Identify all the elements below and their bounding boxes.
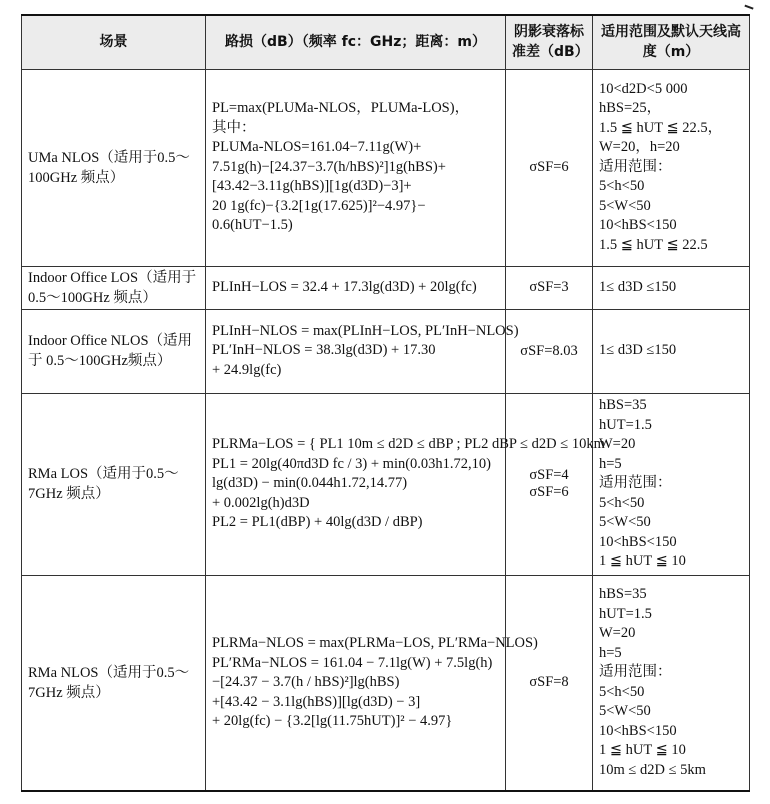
table-row bbox=[22, 309, 750, 393]
applicability-cell bbox=[593, 575, 750, 791]
header-applicability-line: 天线高度（m） bbox=[642, 24, 741, 61]
scenario-cell-line: UMa NLOS（适用于 bbox=[28, 149, 158, 166]
applicability-cell-line: 5<h<50 bbox=[599, 178, 645, 195]
scenario-cell-line: 用于 0.5～100GHz频点） bbox=[28, 333, 193, 369]
applicability-cell-line: W=20，h=20 bbox=[599, 139, 680, 156]
pathloss-cell-line: PL′InH−NLOS = 38.3lg(d3D) + 17.30 bbox=[212, 342, 436, 359]
header-pathloss-line: （频率 fc：GHz；距离：m） bbox=[301, 34, 486, 51]
applicability-cell-line: 5<h<50 bbox=[599, 683, 645, 700]
shadow-fading-cell-line: σSF=8.03 bbox=[520, 342, 578, 359]
applicability-cell-line: hBS=25， bbox=[599, 100, 662, 117]
shadow-fading-cell-line: σSF=4 bbox=[529, 467, 569, 483]
pathloss-cell-line: + 0.002lg(h)d3D bbox=[212, 494, 310, 511]
applicability-cell bbox=[593, 266, 750, 309]
scenario-cell-line: RMa LOS（适用于 bbox=[28, 466, 147, 482]
shadow-fading-cell-line: σSF=6 bbox=[529, 484, 569, 500]
header-pathloss-line: 路损（dB） bbox=[225, 34, 302, 51]
shadow-fading-cell-line: σSF=8 bbox=[529, 674, 569, 691]
scenario-cell-line: Indoor Office LOS（适用 bbox=[28, 269, 182, 286]
shadow-fading-cell-line: σSF=6 bbox=[529, 159, 569, 175]
pathloss-cell-line: PLRMa−NLOS = max(PLRMa−LOS, PL′RMa−NLOS) bbox=[212, 635, 538, 651]
scenario-cell bbox=[22, 393, 206, 575]
shadow-fading-cell bbox=[506, 575, 593, 791]
pathloss-cell-line: lg(d3D) − min(0.044h1.72,14.77) bbox=[212, 475, 408, 492]
applicability-cell-line: 适用范围： bbox=[599, 664, 672, 681]
shadow-fading-cell bbox=[506, 393, 593, 575]
applicability-cell-line: 10<hBS<150 bbox=[599, 533, 677, 550]
shadow-fading-cell-line: σSF=3 bbox=[529, 279, 569, 295]
pathloss-cell-line: PLUMa-NLOS=161.04−7.11g(W)+ bbox=[212, 139, 422, 156]
applicability-cell-line: 适用范围： bbox=[599, 158, 672, 175]
applicability-cell-line: 5<W<50 bbox=[599, 197, 651, 214]
applicability-cell-line: hUT=1.5 bbox=[599, 605, 652, 622]
applicability-cell-line: 适用范围： bbox=[599, 475, 672, 492]
page-corner-mark bbox=[743, 5, 753, 13]
applicability-cell-line: 10<hBS<150 bbox=[599, 217, 677, 234]
pathloss-cell-line: −[24.37 − 3.7(h / hBS)²]lg(hBS) bbox=[212, 674, 400, 690]
shadow-fading-cell bbox=[506, 309, 593, 393]
header-shadow-fading bbox=[506, 15, 593, 69]
scenario-cell bbox=[22, 266, 206, 309]
pathloss-cell-line: 0.6(hUT−1.5) bbox=[212, 217, 293, 234]
header-applicability-line: 适用范围及默认 bbox=[601, 24, 699, 41]
pathloss-cell bbox=[206, 69, 506, 266]
applicability-cell bbox=[593, 69, 750, 266]
pathloss-cell bbox=[206, 266, 506, 309]
applicability-cell-line: 10m ≤ d2D ≤ 5km bbox=[599, 761, 706, 778]
header-scenario-line: 场景 bbox=[99, 34, 128, 51]
applicability-cell-line: h=5 bbox=[599, 455, 622, 472]
pathloss-cell-line: PL1 = 20lg(40πd3D fc / 3) + min(0.03h1.72,10) bbox=[212, 455, 492, 472]
applicability-cell-line: 5<W<50 bbox=[599, 514, 651, 531]
applicability-cell-line: 1.5 ≦ hUT ≦ 22.5 bbox=[599, 236, 708, 253]
pathloss-cell-line: PLRMa−LOS = { PL1 10m ≤ d2D ≤ dBP ; PL2 dBP ≤ d2D ≤ 10km bbox=[212, 436, 605, 453]
scenario-cell bbox=[22, 575, 206, 791]
applicability-cell-line: 10<d2D<5 000 bbox=[599, 80, 688, 97]
applicability-cell-line: 1≤ d3D ≤150 bbox=[599, 278, 677, 295]
scenario-cell bbox=[22, 69, 206, 266]
pathloss-cell bbox=[206, 309, 519, 393]
shadow-fading-cell bbox=[506, 69, 593, 266]
pathloss-cell bbox=[206, 575, 538, 791]
applicability-cell-line: 1≤ d3D ≤150 bbox=[599, 342, 677, 359]
scenario-cell-line: 于 0.5～100GHz 频点） bbox=[28, 269, 197, 306]
pathloss-cell-line: PLInH−LOS = 32.4 + 17.3lg(d3D) + 20lg(fc) bbox=[212, 278, 477, 295]
pathloss-cell-line: + 24.9lg(fc) bbox=[212, 361, 282, 378]
pathloss-table bbox=[21, 14, 750, 792]
header-scenario bbox=[22, 15, 206, 69]
pathloss-cell-line: 其中： bbox=[212, 119, 256, 136]
scenario-cell-line: 0.5～7GHz 频点） bbox=[28, 664, 190, 701]
applicability-cell-line: hBS=35 bbox=[599, 397, 647, 414]
applicability-cell-line: W=20 bbox=[599, 625, 636, 642]
applicability-cell-line: hUT=1.5 bbox=[599, 416, 652, 433]
scenario-cell-line: 0.5～7GHz 频点） bbox=[28, 466, 179, 502]
table-row bbox=[22, 575, 750, 791]
scenario-cell-line: RMa NLOS（适用于 bbox=[28, 664, 157, 681]
pathloss-cell-line: PL′RMa−NLOS = 161.04 − 7.1lg(W) + 7.5lg(h) bbox=[212, 654, 493, 671]
scenario-cell bbox=[22, 309, 206, 393]
applicability-cell-line: W=20 bbox=[599, 436, 636, 453]
pathloss-cell-line: PL2 = PL1(dBP) + 40lg(d3D / dBP) bbox=[212, 514, 423, 531]
header-applicability bbox=[593, 15, 750, 69]
applicability-cell-line: 5<h<50 bbox=[599, 494, 645, 511]
scenario-cell-line: Indoor Office NLOS（适 bbox=[28, 333, 178, 349]
pathloss-cell-line: PLInH−NLOS = max(PLInH−LOS, PL′InH−NLOS) bbox=[212, 322, 519, 339]
shadow-fading-cell bbox=[506, 266, 593, 309]
pathloss-cell-line: [43.42−3.11g(hBS)][1g(d3D)−3]+ bbox=[212, 178, 412, 195]
pathloss-cell-line: 20 1g(fc)−{3.2[1g(17.625)]²−4.97}− bbox=[212, 197, 426, 214]
header-shadow-fading-line: 阴影衰落标 bbox=[514, 24, 584, 41]
scenario-cell-line: 0.5～100GHz 频点） bbox=[28, 149, 190, 186]
applicability-cell bbox=[593, 393, 750, 575]
applicability-cell-line: 1 ≦ hUT ≦ 10 bbox=[599, 553, 686, 570]
applicability-cell-line: 10<hBS<150 bbox=[599, 722, 677, 739]
header-pathloss bbox=[206, 15, 506, 69]
pathloss-cell-line: +[43.42 − 3.1lg(hBS)][lg(d3D) − 3] bbox=[212, 693, 421, 710]
header-row bbox=[22, 15, 750, 69]
applicability-cell-line: 1.5 ≦ hUT ≦ 22.5， bbox=[599, 119, 723, 136]
applicability-cell-line: 5<W<50 bbox=[599, 703, 651, 720]
table-row bbox=[22, 69, 750, 266]
table-row bbox=[22, 266, 750, 309]
applicability-cell-line: hBS=35 bbox=[599, 586, 647, 603]
pathloss-cell-line: PL=max(PLUMa-NLOS，PLUMa-LOS)， bbox=[212, 100, 470, 117]
applicability-cell-line: 1 ≦ hUT ≦ 10 bbox=[599, 742, 686, 759]
applicability-cell-line: h=5 bbox=[599, 644, 622, 661]
header-shadow-fading-line: 准差（dB） bbox=[512, 44, 589, 61]
pathloss-cell-line: 7.51g(h)−[24.37−3.7(h/hBS)²]1g(hBS)+ bbox=[212, 158, 446, 175]
table-row bbox=[22, 393, 750, 575]
applicability-cell bbox=[593, 309, 750, 393]
pathloss-cell-line: + 20lg(fc) − {3.2[lg(11.75hUT)]² − 4.97} bbox=[212, 713, 453, 729]
